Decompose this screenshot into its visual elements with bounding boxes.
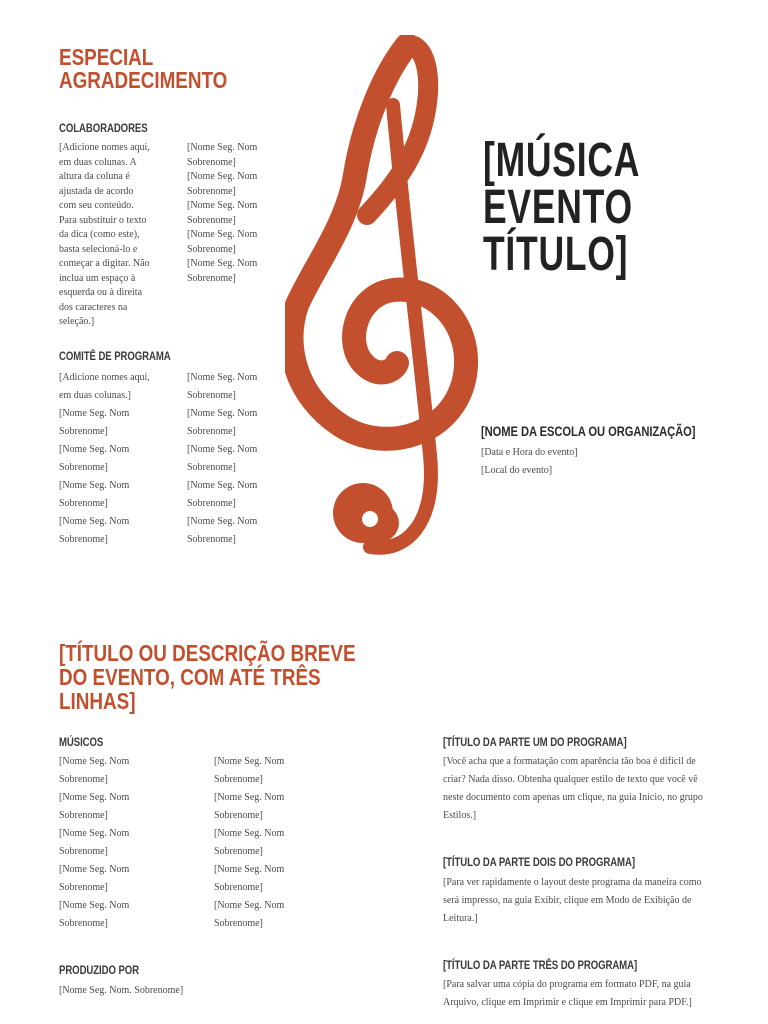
list-item: [Nome Seg. Nom: [59, 864, 130, 875]
note-line: com seu conteúdo.: [59, 200, 134, 211]
name-line: [Nome Seg. Nom: [187, 200, 258, 211]
list-item: Sobrenome]: [59, 462, 108, 473]
produced-by-name: [Nome Seg. Nom. Sobrenome]: [59, 985, 184, 996]
program-part1-title: [TÍTULO DA PARTE UM DO PROGRAMA]: [443, 735, 627, 749]
list-item: Sobrenome]: [187, 426, 236, 437]
list-item: [Nome Seg. Nom: [214, 864, 285, 875]
collaborators-note: [59, 141, 179, 330]
name-line: [Nome Seg. Nom: [187, 142, 258, 153]
committee-col1: [59, 369, 184, 549]
list-item: Sobrenome]: [59, 810, 108, 821]
thanks-title-line1: ESPECIAL: [59, 44, 154, 70]
program-part2-title: [TÍTULO DA PARTE DOIS DO PROGRAMA]: [443, 855, 635, 869]
thanks-title-line2: AGRADECIMENTO: [59, 67, 228, 93]
note-line: inclua um espaço à: [59, 272, 136, 284]
program-part1-text: [443, 753, 743, 825]
list-item: [Nome Seg. Nom: [187, 408, 258, 419]
list-item: [Nome Seg. Nom: [187, 372, 258, 383]
musicians-heading: MÚSICOS: [59, 735, 104, 749]
name-line: Sobrenome]: [187, 243, 236, 255]
list-item: Sobrenome]: [59, 918, 108, 929]
musicians-col2: [214, 753, 354, 933]
note-line: começar a digitar. Não: [59, 258, 150, 269]
event-title-line1: [MÚSICA: [483, 134, 641, 187]
produced-by-heading: PRODUZIDO POR: [59, 963, 140, 977]
event-description: [59, 641, 356, 713]
event-location: [Local do evento]: [481, 465, 553, 476]
note-line: basta selecioná-lo e: [59, 243, 138, 255]
list-item: em duas colunas.]: [59, 390, 131, 401]
list-item: Sobrenome]: [59, 882, 108, 893]
name-line: Sobrenome]: [187, 156, 236, 168]
note-line: da dica (como este),: [59, 229, 140, 240]
program-part3-text: [443, 976, 743, 1012]
list-item: [Nome Seg. Nom: [214, 792, 285, 803]
list-item: Sobrenome]: [214, 846, 263, 857]
program-part2-text: [443, 874, 743, 928]
list-item: [Nome Seg. Nom: [59, 792, 130, 803]
organization-name: [NOME DA ESCOLA OU ORGANIZAÇÃO]: [481, 423, 696, 439]
note-line: Para substituir o texto: [59, 214, 147, 226]
committee-col2: [187, 369, 287, 549]
text-line: neste documento com apenas um clique, na guia Início, no grupo: [443, 792, 703, 803]
note-line: esquerda ou à direita: [59, 287, 143, 298]
program-part3-title: [TÍTULO DA PARTE TRÊS DO PROGRAMA]: [443, 958, 638, 972]
name-line: [Nome Seg. Nom: [187, 258, 258, 269]
note-line: dos caracteres na: [59, 301, 128, 313]
list-item: [Nome Seg. Nom: [187, 516, 258, 527]
name-line: Sobrenome]: [187, 272, 236, 284]
committee-heading: COMITÊ DE PROGRAMA: [59, 349, 171, 363]
event-description-line1: [TÍTULO OU DESCRIÇÃO BREVE: [59, 640, 356, 666]
event-description-line2: DO EVENTO, COM ATÉ TRÊS: [59, 664, 321, 690]
event-title: [483, 134, 641, 281]
text-line: Estilos.]: [443, 810, 477, 821]
text-line: [Você acha que a formatação com aparência tão boa é difícil de: [443, 756, 696, 767]
list-item: Sobrenome]: [187, 534, 236, 545]
list-item: Sobrenome]: [187, 390, 236, 401]
list-item: [Nome Seg. Nom: [187, 444, 258, 455]
note-line: ajustada de acordo: [59, 185, 134, 197]
list-item: [Nome Seg. Nom: [59, 828, 130, 839]
list-item: [Nome Seg. Nom: [59, 756, 130, 767]
list-item: Sobrenome]: [59, 846, 108, 857]
list-item: [Nome Seg. Nom: [59, 444, 130, 455]
note-line: [Adicione nomes aqui,: [59, 142, 150, 153]
treble-clef-icon: [285, 35, 485, 565]
name-line: Sobrenome]: [187, 185, 236, 197]
event-title-line2: EVENTO: [483, 181, 633, 234]
event-title-line3: TÍTULO]: [483, 228, 629, 281]
name-line: [Nome Seg. Nom: [187, 171, 258, 182]
note-line: altura da coluna é: [59, 171, 130, 182]
list-item: [Nome Seg. Nom: [214, 756, 285, 767]
text-line: [Para ver rapidamente o layout deste programa da maneira como: [443, 877, 702, 888]
list-item: [Nome Seg. Nom: [59, 408, 130, 419]
list-item: [Nome Seg. Nom: [59, 516, 130, 527]
list-item: Sobrenome]: [59, 498, 108, 509]
musicians-col1: [59, 753, 199, 933]
list-item: [Nome Seg. Nom: [59, 900, 130, 911]
collaborators-heading: COLABORADORES: [59, 121, 148, 135]
note-line: em duas colunas. A: [59, 156, 137, 168]
list-item: Sobrenome]: [214, 774, 263, 785]
text-line: [Para salvar uma cópia do programa em formato PDF, na guia: [443, 979, 691, 990]
list-item: Sobrenome]: [214, 918, 263, 929]
list-item: Sobrenome]: [59, 426, 108, 437]
event-datetime: [Data e Hora do evento]: [481, 447, 578, 458]
list-item: Sobrenome]: [187, 498, 236, 509]
list-item: Sobrenome]: [59, 774, 108, 785]
event-description-line3: LINHAS]: [59, 688, 136, 714]
text-line: criar? Nada disso. Obtenha qualquer estilo de texto que você vê: [443, 774, 698, 785]
list-item: [Nome Seg. Nom: [214, 900, 285, 911]
text-line: será impresso, na guia Exibir, clique em Modo de Exibição de: [443, 895, 692, 906]
note-line: seleção.]: [59, 316, 95, 327]
list-item: [Nome Seg. Nom: [187, 480, 258, 491]
list-item: Sobrenome]: [59, 534, 108, 545]
text-line: Leitura.]: [443, 913, 478, 924]
list-item: [Nome Seg. Nom: [59, 480, 130, 491]
list-item: Sobrenome]: [214, 810, 263, 821]
name-line: [Nome Seg. Nom: [187, 229, 258, 240]
list-item: Sobrenome]: [187, 462, 236, 473]
list-item: Sobrenome]: [214, 882, 263, 893]
name-line: Sobrenome]: [187, 214, 236, 226]
text-line: Arquivo, clique em Imprimir e clique em Imprimir para PDF.]: [443, 997, 692, 1008]
thanks-title: [59, 46, 227, 92]
collaborators-names: [187, 141, 287, 286]
list-item: [Adicione nomes aqui,: [59, 372, 150, 383]
list-item: [Nome Seg. Nom: [214, 828, 285, 839]
